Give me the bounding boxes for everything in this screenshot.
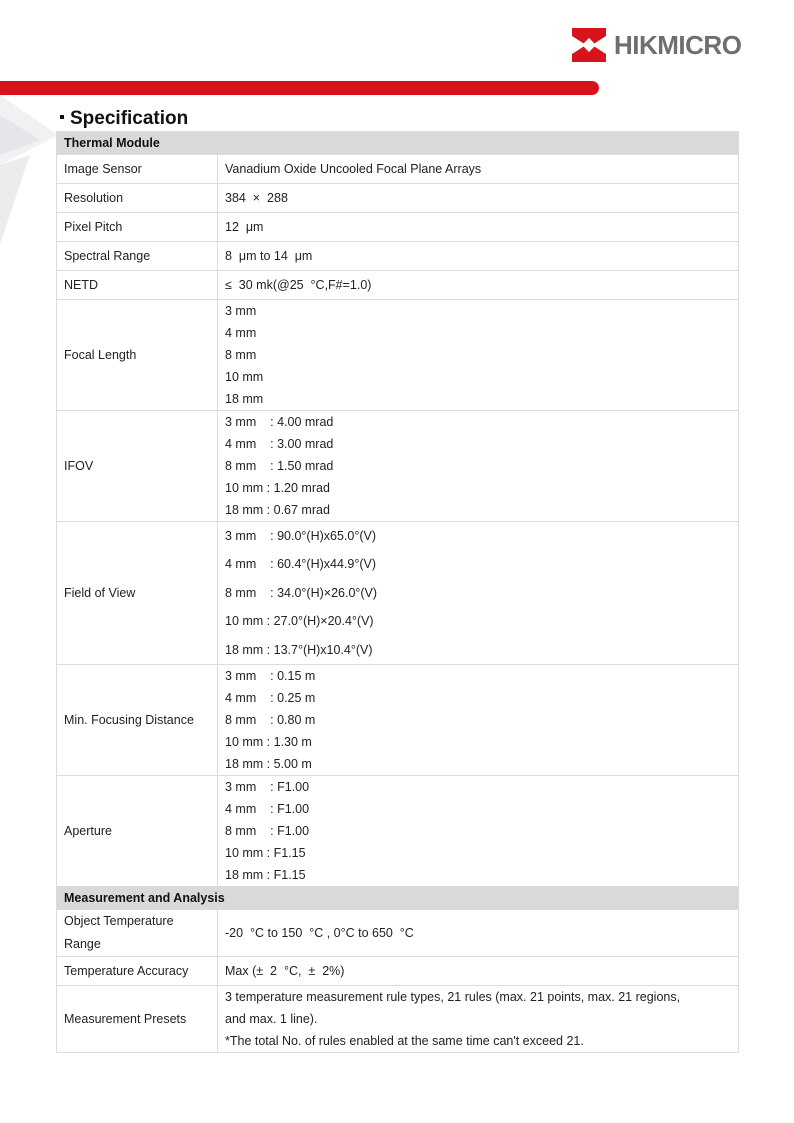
spec-value-line: 10 mm : 1.30 m [225, 735, 312, 750]
spec-value-line: 4 mm [225, 326, 257, 340]
spec-row-pixel-pitch [57, 213, 739, 242]
brand-name: HIKMICRO [614, 29, 742, 60]
header-accent-bar [0, 81, 599, 95]
spec-value-line: 4 mm : 3.00 mrad [225, 437, 334, 451]
spec-row-object-temperature-range [57, 910, 739, 957]
spec-label-line: Aperture [64, 824, 112, 839]
spec-value [218, 300, 739, 411]
spec-label-line: Pixel Pitch [64, 220, 123, 234]
spec-value-line: 3 mm : F1.00 [225, 780, 310, 795]
spec-label-line: Range [64, 937, 101, 952]
spec-label-line: Temperature Accuracy [64, 964, 189, 979]
spec-value-line: 18 mm : 0.67 mrad [225, 503, 330, 517]
page-title [60, 108, 188, 130]
spec-value-line: and max. 1 line). [225, 1012, 318, 1027]
page-title-text: Specification [70, 108, 189, 129]
section-header-thermal-module [57, 132, 739, 155]
decorative-star-graphic [0, 95, 60, 255]
spec-label [57, 986, 218, 1053]
specification-table [56, 131, 739, 1053]
brand-logo [572, 27, 741, 63]
spec-value-line: 8 mm : F1.00 [225, 824, 310, 839]
spec-row-ifov [57, 411, 739, 522]
section-header-measurement-and-analysis [57, 887, 739, 910]
spec-value-line: 4 mm : 0.25 m [225, 691, 316, 706]
bullet-icon [60, 115, 64, 119]
spec-value [218, 155, 739, 184]
spec-value [218, 242, 739, 271]
spec-value [218, 957, 739, 986]
spec-label [57, 665, 218, 776]
spec-row-image-sensor [57, 155, 739, 184]
spec-value-line: 12 μm [225, 220, 264, 234]
spec-label-line: Image Sensor [64, 162, 142, 176]
spec-row-measurement-presets [57, 986, 739, 1053]
spec-label-line: Spectral Range [64, 249, 151, 263]
spec-label-line: IFOV [64, 459, 94, 473]
spec-label-line: Resolution [64, 191, 124, 205]
spec-label-line: Measurement Presets [64, 1012, 187, 1027]
spec-value-line: 10 mm [225, 370, 264, 384]
spec-value-line: 8 mm : 34.0°(H)×26.0°(V) [225, 585, 378, 600]
spec-value-line: 18 mm : 13.7°(H)x10.4°(V) [225, 642, 373, 657]
spec-value-line: 8 mm : 1.50 mrad [225, 459, 334, 473]
spec-value-line: 18 mm : F1.15 [225, 868, 306, 883]
spec-label [57, 522, 218, 665]
spec-label-line: Object Temperature [64, 914, 174, 929]
spec-value-line: 10 mm : F1.15 [225, 846, 306, 861]
spec-value-line: Vanadium Oxide Uncooled Focal Plane Arrays [225, 162, 482, 176]
spec-row-netd [57, 271, 739, 300]
spec-label-line: Field of View [64, 586, 136, 601]
spec-value-line: 3 mm : 90.0°(H)x65.0°(V) [225, 529, 377, 543]
spec-value-line: ≤ 30 mk(@25 °C,F#=1.0) [225, 278, 372, 292]
spec-row-temperature-accuracy [57, 957, 739, 986]
spec-label [57, 213, 218, 242]
spec-label-line: Min. Focusing Distance [64, 713, 194, 728]
hikmicro-logo-icon [572, 28, 606, 62]
section-title: Thermal Module [57, 132, 739, 155]
spec-value-line: 3 mm [225, 304, 257, 318]
spec-value-line: 3 mm : 0.15 m [225, 669, 316, 684]
spec-value-line: 10 mm : 27.0°(H)×20.4°(V) [225, 614, 374, 629]
spec-row-aperture [57, 776, 739, 887]
spec-value [218, 184, 739, 213]
spec-row-resolution [57, 184, 739, 213]
spec-value [218, 522, 739, 665]
spec-value [218, 776, 739, 887]
spec-label [57, 242, 218, 271]
spec-value-line: 8 mm : 0.80 m [225, 713, 316, 728]
spec-label-line: Focal Length [64, 348, 137, 362]
spec-value-line: 3 temperature measurement rule types, 21 rules (max. 21 points, max. 21 regions, [225, 990, 681, 1005]
spec-label [57, 300, 218, 411]
spec-label [57, 271, 218, 300]
section-title: Measurement and Analysis [57, 887, 739, 910]
spec-row-field-of-view [57, 522, 739, 665]
spec-label [57, 776, 218, 887]
spec-value [218, 665, 739, 776]
spec-value-line: 18 mm [225, 392, 264, 406]
spec-value-line: 3 mm : 4.00 mrad [225, 415, 334, 429]
spec-value-line: 384 × 288 [225, 191, 288, 205]
spec-value [218, 411, 739, 522]
spec-label-line: NETD [64, 278, 99, 292]
spec-label [57, 910, 218, 957]
spec-value-line: 8 μm to 14 μm [225, 249, 313, 263]
spec-value-line: 4 mm : 60.4°(H)x44.9°(V) [225, 557, 377, 572]
spec-label [57, 957, 218, 986]
spec-value-line: 4 mm : F1.00 [225, 802, 310, 817]
spec-row-spectral-range [57, 242, 739, 271]
spec-value [218, 271, 739, 300]
spec-value [218, 986, 739, 1053]
spec-value [218, 213, 739, 242]
spec-value-line: Max (± 2 °C, ± 2%) [225, 964, 345, 979]
spec-value [218, 910, 739, 957]
spec-label [57, 184, 218, 213]
spec-value-line: 18 mm : 5.00 m [225, 757, 312, 772]
spec-value-line: 8 mm [225, 348, 257, 362]
spec-label [57, 155, 218, 184]
spec-value-line: 10 mm : 1.20 mrad [225, 481, 330, 495]
spec-value-line: -20 °C to 150 °C , 0°C to 650 °C [225, 926, 414, 941]
spec-row-focal-length [57, 300, 739, 411]
spec-label [57, 411, 218, 522]
spec-row-min-focusing-distance [57, 665, 739, 776]
spec-value-line: *The total No. of rules enabled at the same time can't exceed 21. [225, 1034, 584, 1049]
